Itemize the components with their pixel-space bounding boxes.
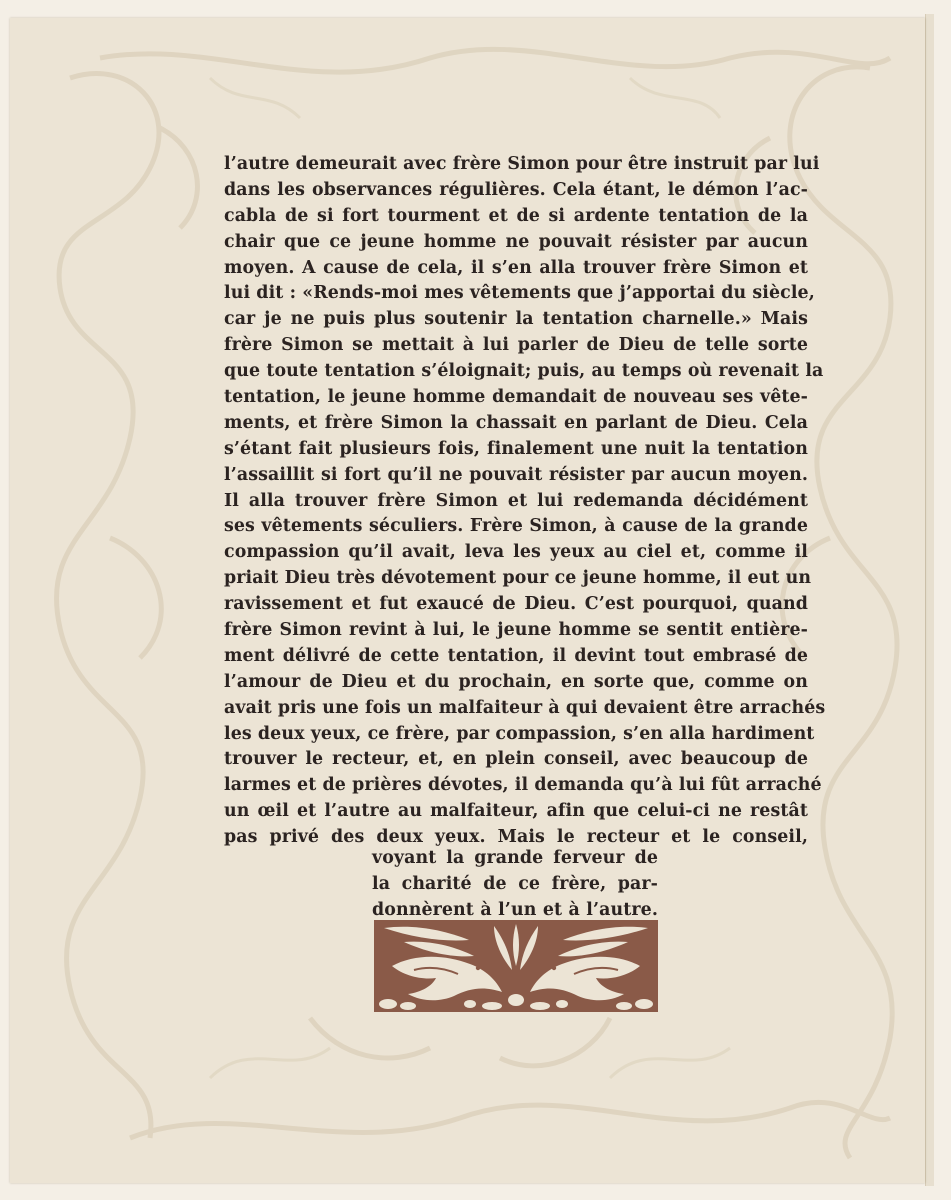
text-line: s’étant fait plusieurs fois, finalement une nuit la tentation bbox=[224, 438, 808, 459]
text-line: les deux yeux, ce frère, par compassion, s’en alla hardiment bbox=[224, 723, 815, 744]
closing-line: la charité de ce frère, par- bbox=[372, 873, 658, 894]
text-line: cabla de si fort tourment et de si ardente tentation de la bbox=[224, 205, 808, 226]
text-line: compassion qu’il avait, leva les yeux au ciel et, comme il bbox=[224, 542, 808, 563]
closing-line: donnèrent à l’un et à l’autre. bbox=[372, 899, 658, 920]
text-line: tentation, le jeune homme demandait de nouveau ses vête- bbox=[224, 387, 808, 408]
text-line: ment délivré de cette tentation, il devint tout embrasé de bbox=[224, 645, 808, 666]
text-line: trouver le recteur, et, en plein conseil, avec beaucoup de bbox=[224, 749, 808, 770]
text-line: ravissement et fut exaucé de Dieu. C’est pourquoi, quand bbox=[224, 594, 808, 615]
text-line: un œil et l’autre au malfaiteur, afin que celui-ci ne restât bbox=[224, 801, 808, 822]
text-line: frère Simon se mettait à lui parler de Dieu de telle sorte bbox=[224, 335, 808, 356]
text-line: moyen. A cause de cela, il s’en alla trouver frère Simon et bbox=[224, 257, 808, 278]
text-line: avait pris une fois un malfaiteur à qui devaient être arrachés bbox=[224, 697, 826, 718]
text-line: l’amour de Dieu et du prochain, en sorte que, comme on bbox=[224, 671, 808, 692]
text-line: frère Simon revint à lui, le jeune homme se sentit entière- bbox=[224, 620, 808, 641]
text-line: lui dit : «Rends-moi mes vêtements que j’apportai du siècle, bbox=[224, 283, 815, 304]
text-line: chair que ce jeune homme ne pouvait résister par aucun bbox=[224, 231, 808, 252]
text-line: Il alla trouver frère Simon et lui redemanda décidément bbox=[224, 490, 808, 511]
text-line: l’assaillit si fort qu’il ne pouvait résister par aucun moyen. bbox=[224, 464, 808, 485]
text-line: l’autre demeurait avec frère Simon pour être instruit par lui bbox=[224, 154, 820, 174]
text-line: dans les observances régulières. Cela étant, le démon l’ac- bbox=[224, 179, 808, 200]
text-line: car je ne puis plus soutenir la tentation charnelle.» Mais bbox=[224, 309, 808, 330]
next-sheet-edge bbox=[925, 14, 934, 1186]
text-line: pas privé des deux yeux. Mais le recteur et le conseil, bbox=[224, 827, 808, 848]
text-line: larmes et de prières dévotes, il demanda qu’à lui fût arraché bbox=[224, 775, 822, 796]
closing-text bbox=[372, 846, 658, 924]
text-line: ses vêtements séculiers. Frère Simon, à cause de la grande bbox=[224, 516, 808, 537]
dove-vignette-icon bbox=[374, 920, 658, 1012]
text-line: ments, et frère Simon la chassait en parlant de Dieu. Cela bbox=[224, 412, 808, 433]
closing-line: voyant la grande ferveur de bbox=[372, 848, 658, 868]
body-text bbox=[224, 152, 826, 851]
text-line: priait Dieu très dévotement pour ce jeune homme, il eut un bbox=[224, 568, 812, 589]
text-line: que toute tentation s’éloignait; puis, au temps où revenait la bbox=[224, 361, 824, 382]
